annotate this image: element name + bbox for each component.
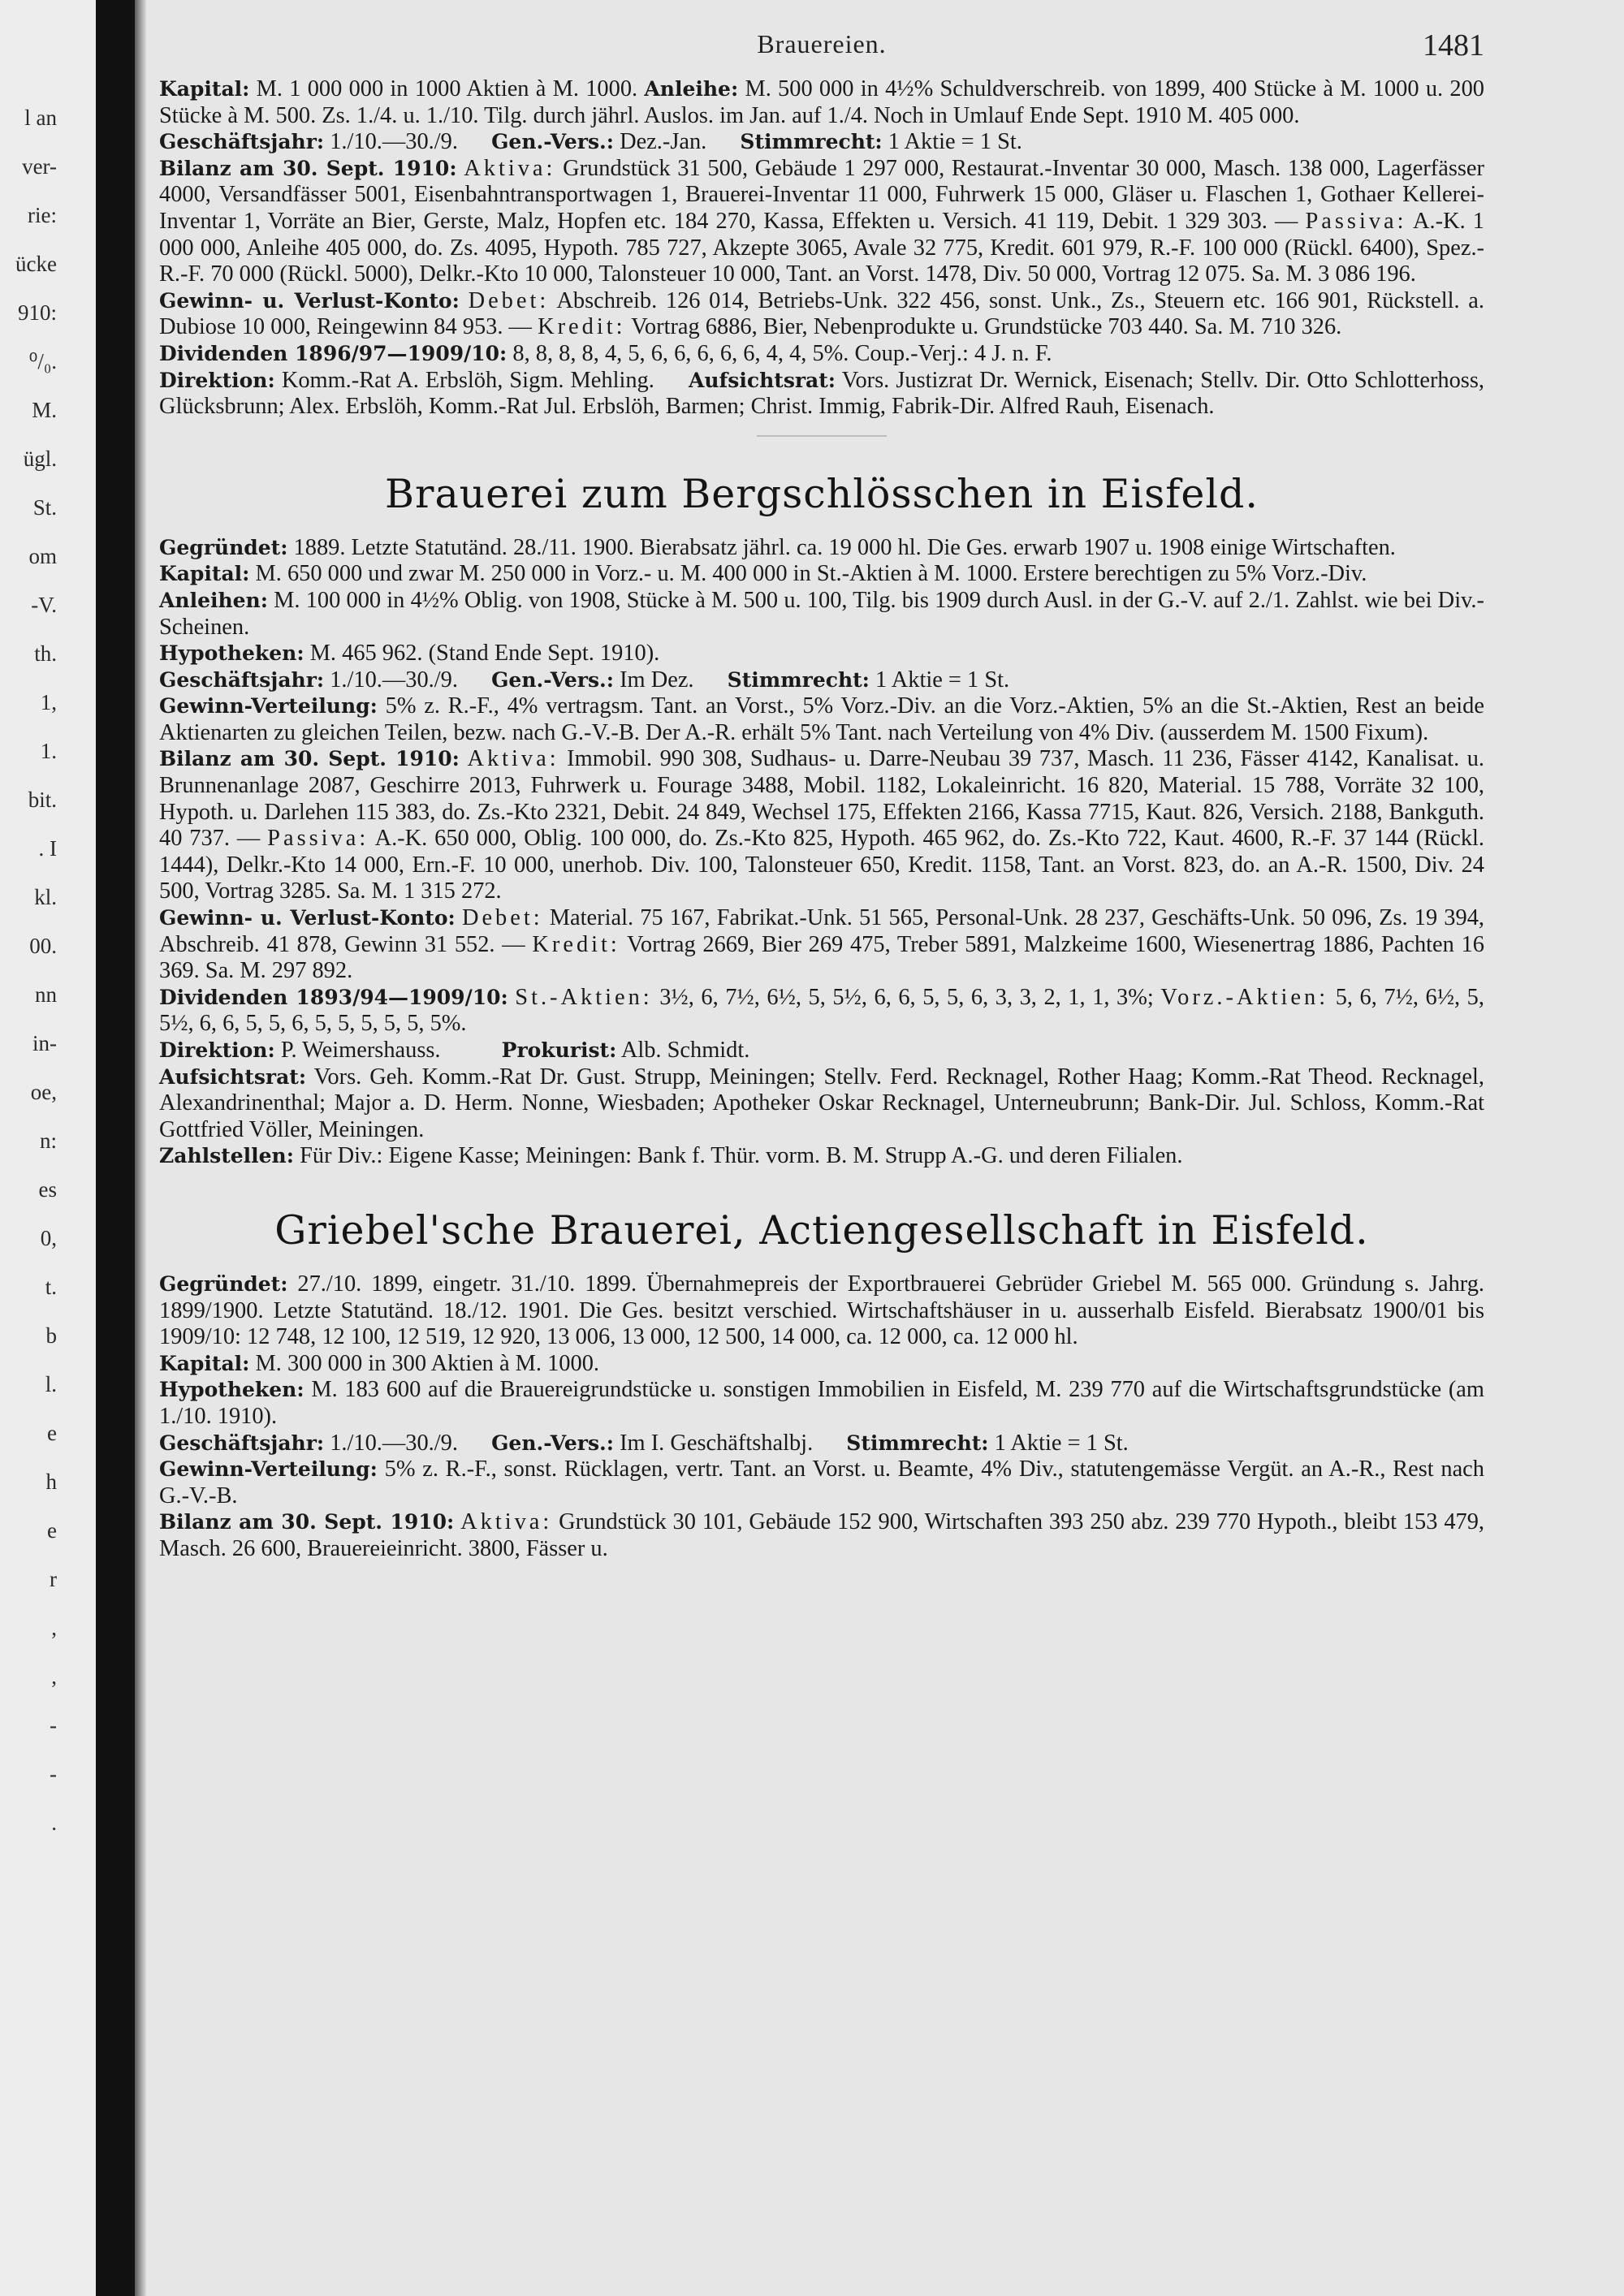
s2-direktion-label: Direktion:: [159, 1038, 275, 1062]
page-header: [159, 29, 1484, 76]
s1-geschaeftsjahr-paragraph: [159, 129, 1484, 156]
gutter-shadow: [135, 0, 146, 2296]
s3-aktiva-text: Grundstück 30 101, Gebäude 152 900, Wirtschaften 393 250 abz. 239 770 Hypoth., bleibt 153 479, Masch. 26 600, Brauereieinricht. 3800, Fässer u.: [159, 1509, 1484, 1561]
s2-direktion-text: P. Weimershauss.: [280, 1038, 441, 1063]
s3-genvers-text: Im I. Geschäftshalbj.: [620, 1430, 814, 1456]
margin-fragment: kl.: [34, 885, 57, 909]
margin-fragment: bit.: [28, 788, 57, 812]
s2-kredit-text: Vortrag 2669, Bier 269 475, Treber 5891, Malzkeime 1600, Wiesenertrag 1886, Pachten 16 369. Sa. M. 297 892.: [159, 931, 1484, 984]
s1-anleihe-label: Anleihe:: [644, 77, 739, 101]
margin-fragment: oe,: [30, 1080, 57, 1104]
s1-passiva-text: A.-K. 1 000 000, Anleihe 405 000, do. Zs. 4095, Hypoth. 785 727, Akzepte 3065, Avale 32 775, Kredit. 601 979, R.-F. 100 000 (Rückl. 6400), Spez.-R.-F. 70 000 (Rückl. 5000), Delkr.-Kto 10 000, Talonsteuer 10 000, Tant. an Vorst. 1478, Div. 50 000, Vortrag 12 075. Sa. M. 3 086 196.: [159, 208, 1484, 287]
s3-hypotheken-paragraph: [159, 1377, 1484, 1430]
s2-stimmrecht-text: 1 Aktie = 1 St.: [875, 667, 1010, 693]
section-separator: [757, 435, 887, 437]
s3-aktiva-label: Aktiva:: [460, 1509, 553, 1535]
s3-stimmrecht-text: 1 Aktie = 1 St.: [994, 1430, 1129, 1456]
s1-aktiva-text: Grundstück 31 500, Gebäude 1 297 000, Restaurat.-Inventar 30 000, Masch. 138 000, Lagerfässer 4000, Versandfässer 5001, Eisenbahntransportwagen 1, Brauerei-Inventar 11 000, Fuhrwerk 15 000, Gläser u. Flaschen 1, Gothaer Kellerei-Inventar 1, Vorräte an Bier, Gerste, Malz, Hopfen etc. 184 270, Kassa, Effekten u. Versich. 41 119, Debit. 1 329 303. —: [159, 155, 1484, 234]
s3-hypotheken-text: M. 183 600 auf die Brauereigrundstücke u. sonstigen Immobilien in Eisfeld, M. 239 770 auf die Wirtschaftsgrundstücke (am 1./10. 1910).: [159, 1377, 1484, 1429]
s2-anleihen-label: Anleihen:: [159, 588, 268, 612]
s3-gewinnverteilung-text: 5% z. R.-F., sonst. Rücklagen, vertr. Tant. an Vorst. u. Beamte, 4% Div., statutengemässe Vergüt. an A.-R., Rest nach G.-V.-B.: [159, 1457, 1484, 1508]
s1-geschaeftsjahr-label: Geschäftsjahr:: [159, 130, 325, 154]
s2-stimmrecht-label: Stimmrecht:: [727, 667, 870, 692]
s2-aktiva-label: Aktiva:: [467, 746, 559, 772]
s2-guv-paragraph: [159, 905, 1484, 985]
s1-aufsichtsrat-text: Vors. Justizrat Dr. Wernick, Eisenach; Stellv. Dir. Otto Schlotterhoss, Glücksbrunn; Alex. Erbslöh, Komm.-Rat Jul. Erbslöh, Barmen; Christ. Immig, Fabrik-Dir. Alfred Rauh, Eisenach.: [159, 367, 1484, 420]
s2-debet-text: Material. 75 167, Fabrikat.-Unk. 51 565, Personal-Unk. 28 237, Geschäfts-Unk. 50 096, Zs. 19 394, Abschreib. 41 878, Gewinn 31 552. —: [159, 905, 1484, 957]
s2-prokurist-label: Prokurist:: [501, 1038, 617, 1062]
margin-fragment: t.: [45, 1275, 57, 1299]
margin-fragment: e: [47, 1421, 57, 1445]
running-title: Brauereien.: [757, 29, 887, 58]
s2-gegruendet-text: 1889. Letzte Statutänd. 28./11. 1900. Bierabsatz jährl. ca. 19 000 hl. Die Ges. erwarb 1907 u. 1908 einige Wirtschaften.: [293, 534, 1396, 560]
company-title-griebel: Griebel'sche Brauerei, Actiengesellschaft in Eisfeld.: [274, 1206, 1369, 1254]
margin-fragment: h: [45, 1470, 57, 1494]
s2-geschaeftsjahr-label: Geschäftsjahr:: [159, 667, 325, 692]
s2-passiva-text: A.-K. 650 000, Oblig. 100 000, do. Zs.-Kto 825, Hypoth. 465 962, do. Zs.-Kto 722, Kaut. 4600, R.-F. 37 144 (Rückl. 1444), Delkr.-Kto 14 000, Ern.-F. 10 000, unerhob. Div. 100, Talonsteuer 650, Kredit. 1158, Tant. an Vorst. 823, do. an A.-R. 1500, Div. 24 500, Vortrag 3285. Sa. M. 1 315 272.: [159, 826, 1485, 904]
book-gutter: [96, 0, 135, 2296]
s2-hypotheken-paragraph: [159, 641, 1484, 667]
margin-fragment: 910:: [17, 300, 57, 325]
s1-aufsichtsrat-label: Aufsichtsrat:: [688, 368, 836, 392]
s3-kapital-label: Kapital:: [159, 1351, 250, 1375]
s3-kapital-paragraph: [159, 1351, 1484, 1378]
s1-kapital-text: M. 1 000 000 in 1000 Aktien à M. 1000.: [256, 76, 638, 101]
s2-direktion-paragraph: [159, 1038, 1484, 1064]
s3-gegruendet-paragraph: [159, 1271, 1484, 1351]
margin-fragment: in-: [32, 1031, 57, 1055]
margin-fragment: -: [50, 1713, 57, 1737]
s2-hypotheken-text: M. 465 962. (Stand Ende Sept. 1910).: [309, 641, 660, 667]
s1-dividenden-label: Dividenden 1896/97—1909/10:: [159, 341, 508, 365]
s3-geschaeftsjahr-paragraph: [159, 1431, 1484, 1457]
s1-direktion-label: Direktion:: [159, 368, 275, 392]
s2-aufsichtsrat-paragraph: [159, 1064, 1484, 1144]
s1-kapital-paragraph: [159, 76, 1484, 129]
s2-bilanz-paragraph: [159, 746, 1484, 905]
margin-fragment: 1.: [40, 739, 57, 763]
s2-aktiva-text: Immobil. 990 308, Sudhaus- u. Darre-Neubau 39 737, Masch. 11 236, Fässer 4142, Kanalisat. u. Brunnenanlage 2087, Geschirre 2013, Fuhrwerk u. Fourage 3488, Mobil. 1182, Lokaleinricht. 16 820, Material. 15 788, Vorräte 32 100, Hypoth. u. Darlehen 115 383, do. Zs.-Kto 2321, Debit. 24 849, Wechsel 175, Effekten 2166, Kassa 7715, Kaut. 826, Versich. 2188, Bankguth. 40 737. —: [159, 746, 1485, 852]
margin-fragment: l an: [24, 106, 57, 130]
s1-debet-text: Abschreib. 126 014, Betriebs-Unk. 322 456, sonst. Unk., Zs., Steuern etc. 166 901, Rückstell. a. Dubiose 10 000, Reingewinn 84 953. —: [159, 287, 1484, 340]
s2-gegruendet-label: Gegründet:: [159, 535, 288, 559]
s3-bilanz-label: Bilanz am 30. Sept. 1910:: [159, 1510, 455, 1534]
margin-fragment: ücke: [15, 252, 57, 276]
s1-kapital-label: Kapital:: [159, 77, 250, 101]
s2-zahlstellen-text: Für Div.: Eigene Kasse; Meiningen: Bank f. Thür. vorm. B. M. Strupp A.-G. und deren Filialen.: [300, 1143, 1183, 1169]
s1-genvers-label: Gen.-Vers.:: [491, 130, 614, 154]
s2-dividenden-vorz-label: Vorz.-Aktien:: [1160, 984, 1329, 1010]
s2-prokurist-text: Alb. Schmidt.: [620, 1038, 750, 1063]
margin-fragment: ver-: [22, 154, 57, 179]
s1-genvers-text: Dez.-Jan.: [620, 129, 707, 155]
s1-guv-label: Gewinn- u. Verlust-Konto:: [159, 288, 460, 313]
margin-fragment: ügl.: [23, 447, 57, 471]
margin-fragment: om: [28, 544, 57, 568]
margin-fragment: r: [50, 1567, 57, 1591]
margin-fragment: b: [45, 1323, 57, 1348]
s1-direktion-paragraph: [159, 368, 1484, 421]
margin-fragment: th.: [34, 641, 57, 666]
page-content: [159, 29, 1484, 1563]
margin-fragment: ,: [51, 1616, 57, 1640]
margin-fragment: -V.: [31, 593, 57, 617]
margin-fragment: 1,: [40, 690, 57, 714]
s3-stimmrecht-label: Stimmrecht:: [846, 1431, 989, 1455]
s2-kredit-label: Kredit:: [532, 931, 620, 957]
s3-gegruendet-label: Gegründet:: [159, 1271, 288, 1296]
s1-debet-label: Debet:: [468, 287, 550, 313]
s2-geschaeftsjahr-paragraph: [159, 667, 1484, 694]
s3-gegruendet-text: 27./10. 1899, eingetr. 31./10. 1899. Übernahmepreis der Exportbrauerei Gebrüder Griebel M. 565 000. Gründung s. Jahrg. 1899/1900. Letzte Statutänd. 18./12. 1901. Die Ges. besitzt verschied. Wirtschaftshäuser in u. ausserhalb Eisfeld. Bierabsatz 1900/01 bis 1909/10: 12 748, 12 100, 12 519, 12 920, 13 006, 13 000, 12 500, 14 000, ca. 12 000, ca. 12 000 hl.: [159, 1271, 1484, 1350]
margin-fragment: n:: [39, 1129, 57, 1153]
s2-anleihen-text: M. 100 000 in 4½% Oblig. von 1908, Stücke à M. 500 u. 100, Tilg. bis 1909 durch Ausl. in der G.-V. auf 2./1. Zahlst. wie bei Div.-Scheinen.: [159, 587, 1484, 640]
s1-anleihe-text: M. 500 000 in 4½% Schuldverschreib. von 1899, 400 Stücke à M. 1000 u. 200 Stücke à M. 500. Zs. 1./4. u. 1./10. Tilg. durch jährl. Auslos. im Jan. auf 1./4. Noch in Umlauf Ende Sept. 1910 M. 405 000.: [159, 76, 1484, 128]
s2-zahlstellen-label: Zahlstellen:: [159, 1144, 294, 1168]
s3-gewinnverteilung-paragraph: [159, 1457, 1484, 1509]
s2-gewinnverteilung-text: 5% z. R.-F., 4% vertragsm. Tant. an Vorst., 5% Vorz.-Div. an die Vorz.-Aktien, 5% an die St.-Aktien, Rest an beide Aktienarten zu gleichen Teilen, bezw. nach G.-V.-B. Der A.-R. erhält 5% Tant. nach Verteilung von 4% Div. (ausserdem M. 1500 Fixum).: [159, 693, 1484, 745]
margin-fragment: . I: [38, 836, 57, 861]
margin-fragment: St.: [32, 495, 57, 520]
margin-fragment: ,: [51, 1664, 57, 1689]
s3-kapital-text: M. 300 000 in 300 Aktien à M. 1000.: [255, 1350, 599, 1376]
page-number: 1481: [1423, 28, 1484, 63]
s1-stimmrecht-label: Stimmrecht:: [740, 130, 883, 154]
s2-hypotheken-label: Hypotheken:: [159, 641, 304, 666]
s2-bilanz-label: Bilanz am 30. Sept. 1910:: [159, 747, 460, 771]
margin-fragment: M.: [32, 398, 57, 422]
s3-gewinnverteilung-label: Gewinn-Verteilung:: [159, 1457, 378, 1482]
s3-hypotheken-label: Hypotheken:: [159, 1378, 304, 1402]
s1-dividenden-text: 8, 8, 8, 8, 4, 5, 6, 6, 6, 6, 6, 4, 4, 5%. Coup.-Verj.: 4 J. n. F.: [512, 340, 1052, 366]
s1-aktiva-label: Aktiva:: [464, 155, 556, 181]
s1-bilanz-paragraph: [159, 156, 1484, 288]
margin-fragment: -: [50, 1762, 57, 1786]
s2-aufsichtsrat-text: Vors. Geh. Komm.-Rat Dr. Gust. Strupp, Meiningen; Stellv. Ferd. Recknagel, Rother Haag; Komm.-Rat Theod. Recknagel, Alexandrinenthal; Major a. D. Herm. Nonne, Wiesbaden; Apotheker Oskar Recknagel, Unterneubrunn; Bank-Dir. Jul. Schloss, Komm.-Rat Gottfried Völler, Meiningen.: [159, 1064, 1484, 1142]
margin-fragment: ⁰/₀.: [28, 349, 57, 373]
s2-dividenden-vorz-text: 5, 6, 7½, 6½, 5, 5½, 6, 6, 5, 5, 6, 5, 5, 5, 5, 5, 5%.: [159, 984, 1484, 1037]
s2-dividenden-st-text: 3½, 6, 7½, 6½, 5, 5½, 6, 6, 5, 5, 6, 3, 3, 2, 1, 1, 3%;: [659, 984, 1154, 1010]
s1-direktion-text: Komm.-Rat A. Erbslöh, Sigm. Mehling.: [281, 367, 654, 393]
s2-aufsichtsrat-label: Aufsichtsrat:: [159, 1064, 307, 1089]
section-2-entry: [159, 471, 1484, 1170]
s2-gegruendet-paragraph: [159, 535, 1484, 562]
section-3-entry: [159, 1207, 1484, 1563]
s1-bilanz-label: Bilanz am 30. Sept. 1910:: [159, 156, 457, 180]
company-title-bergschloesschen: Brauerei zum Bergschlösschen in Eisfeld.: [385, 470, 1259, 517]
s3-genvers-label: Gen.-Vers.:: [491, 1431, 614, 1455]
s2-dividenden-st-label: St.-Aktien:: [515, 984, 653, 1010]
s1-dividenden-paragraph: [159, 341, 1484, 368]
s2-dividenden-label: Dividenden 1893/94—1909/10:: [159, 985, 508, 1009]
s2-dividenden-paragraph: [159, 985, 1484, 1038]
s2-anleihen-paragraph: [159, 588, 1484, 641]
s2-gewinnverteilung-label: Gewinn-Verteilung:: [159, 694, 378, 719]
s3-geschaeftsjahr-label: Geschäftsjahr:: [159, 1431, 325, 1455]
margin-fragment: .: [51, 1810, 57, 1835]
section-1-entry: [159, 76, 1484, 437]
s2-kapital-text: M. 650 000 und zwar M. 250 000 in Vorz.- u. M. 400 000 in St.-Aktien à M. 1000. Erstere berechtigen zu 5% Vorz.-Div.: [255, 561, 1367, 587]
s2-genvers-text: Im Dez.: [620, 667, 694, 693]
s1-geschaeftsjahr-text: 1./10.—30./9.: [330, 129, 458, 155]
margin-fragment: l.: [45, 1372, 57, 1396]
s2-zahlstellen-paragraph: [159, 1143, 1484, 1170]
margin-fragment: 00.: [29, 934, 57, 958]
s3-geschaeftsjahr-text: 1./10.—30./9.: [330, 1430, 458, 1456]
s1-passiva-label: Passiva:: [1305, 208, 1407, 234]
margin-fragment: es: [38, 1177, 57, 1202]
adjacent-page-margin: [0, 0, 96, 2296]
margin-fragment: e: [47, 1518, 57, 1543]
s2-guv-label: Gewinn- u. Verlust-Konto:: [159, 906, 456, 930]
s3-bilanz-paragraph: [159, 1509, 1484, 1562]
s2-gewinnverteilung-paragraph: [159, 693, 1484, 746]
margin-fragment: nn: [35, 982, 57, 1007]
s2-geschaeftsjahr-text: 1./10.—30./9.: [330, 667, 458, 693]
s1-stimmrecht-text: 1 Aktie = 1 St.: [888, 129, 1022, 155]
margin-fragment: 0,: [40, 1226, 57, 1250]
s2-kapital-paragraph: [159, 561, 1484, 588]
s2-debet-label: Debet:: [461, 905, 543, 931]
margin-fragment: rie:: [28, 203, 57, 227]
s2-passiva-label: Passiva:: [267, 826, 369, 852]
s1-kredit-label: Kredit:: [538, 314, 626, 340]
s1-kredit-text: Vortrag 6886, Bier, Nebenprodukte u. Grundstücke 703 440. Sa. M. 710 326.: [631, 314, 1342, 340]
s1-guv-paragraph: [159, 288, 1484, 341]
s2-kapital-label: Kapital:: [159, 562, 250, 586]
s2-genvers-label: Gen.-Vers.:: [491, 667, 614, 692]
